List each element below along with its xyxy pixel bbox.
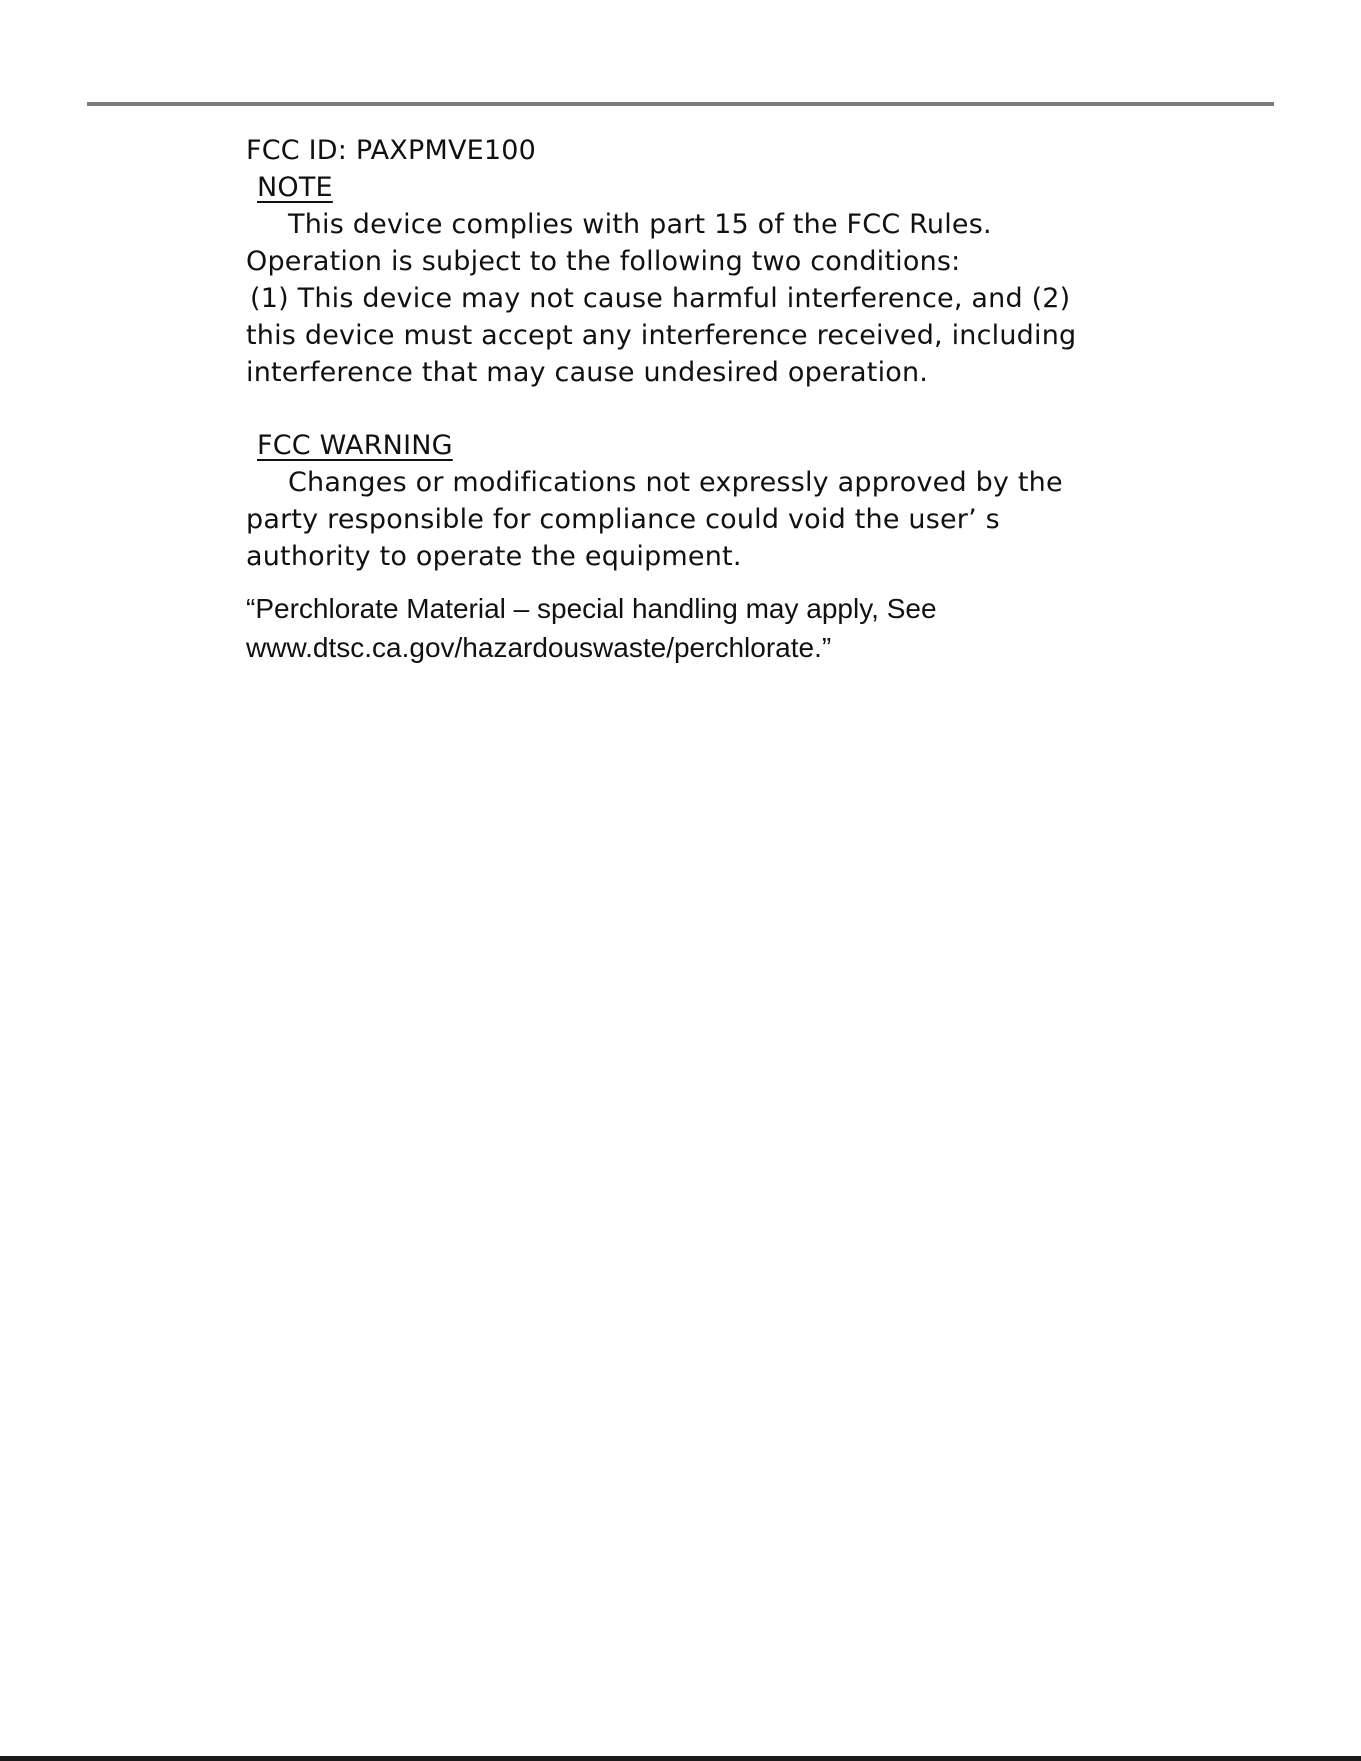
perchlorate-url-line: www.dtsc.ca.gov/hazardouswaste/perchlorate.”: [246, 632, 832, 663]
note-heading: NOTE: [257, 172, 333, 203]
note-line: this device must accept any interference received, including: [246, 320, 1077, 351]
fcc-id: FCC ID: PAXPMVE100: [246, 135, 537, 166]
bottom-edge: [0, 1756, 1361, 1761]
fcc-statement: [246, 132, 1126, 667]
warning-line: party responsible for compliance could void the user’ s: [246, 504, 1000, 535]
warning-line: authority to operate the equipment.: [246, 541, 742, 572]
perchlorate-notice: [246, 589, 1126, 667]
perchlorate-line: “Perchlorate Material – special handling may apply, See: [246, 593, 937, 624]
note-line: Operation is subject to the following two conditions:: [246, 246, 961, 277]
warning-line: Changes or modifications not expressly approved by the: [288, 467, 1063, 498]
warning-heading: FCC WARNING: [257, 430, 453, 461]
section-spacer: [246, 391, 1126, 427]
note-line: interference that may cause undesired operation.: [246, 357, 929, 388]
top-divider: [87, 102, 1274, 106]
note-line: This device complies with part 15 of the FCC Rules.: [288, 209, 992, 240]
note-line: (1) This device may not cause harmful interference, and (2): [250, 283, 1071, 314]
